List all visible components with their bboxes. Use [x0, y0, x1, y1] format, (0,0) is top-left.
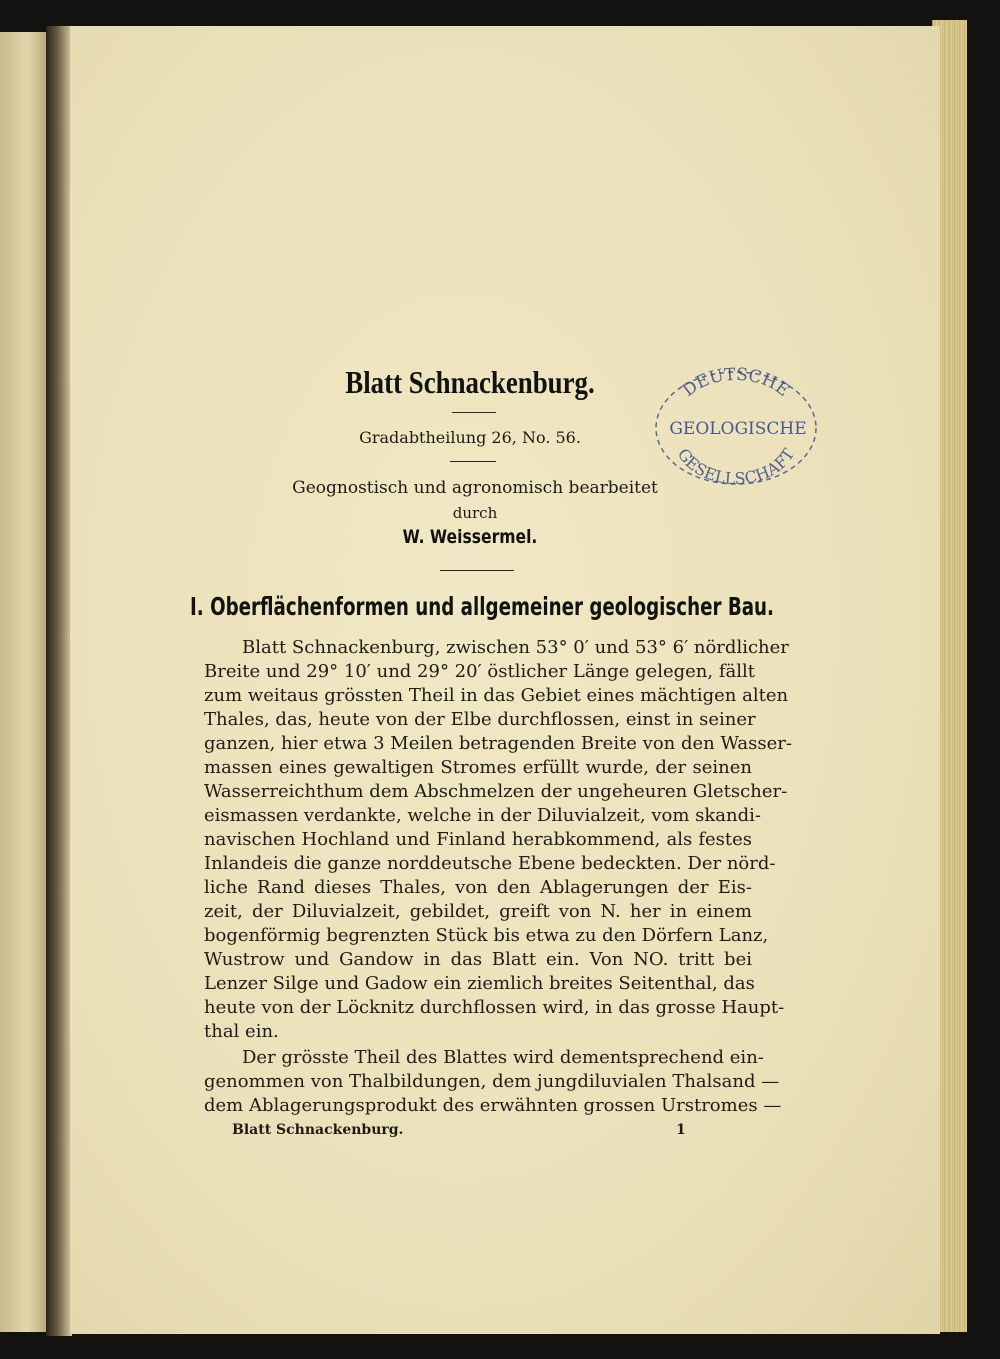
attribution-line: Geognostisch und agronomisch bearbeitet	[292, 478, 658, 498]
page-title: Blatt Schnackenburg.	[345, 364, 595, 400]
attribution-durch: durch	[452, 504, 498, 522]
body-line: thal ein.	[204, 1021, 279, 1042]
body-line: Lenzer Silge und Gadow ein ziemlich breites Seitenthal, das	[204, 973, 755, 994]
body-line: Inlandeis die ganze norddeutsche Ebene bedeckten. Der nörd-	[204, 853, 776, 874]
section-heading: I. Oberflächenformen und allgemeiner geologischer Bau.	[190, 592, 774, 621]
body-line: zum weitaus grössten Theil in das Gebiet eines mächtigen alten	[204, 685, 789, 706]
body-line: Der grösste Theil des Blattes wird dementsprechend ein-	[242, 1047, 764, 1068]
author-name: W. Weissermel.	[402, 526, 538, 548]
subtitle-rule	[450, 461, 496, 462]
body-line: dem Ablagerungsprodukt des erwähnten grossen Urstromes —	[204, 1095, 782, 1116]
stamp-text-bottom: GESELLSCHAFT	[673, 444, 799, 489]
author-rule	[440, 570, 514, 571]
library-stamp	[648, 360, 824, 492]
body-line: genommen von Thalbildungen, dem jungdiluvialen Thalsand —	[204, 1071, 780, 1092]
footer-signature: Blatt Schnackenburg.	[232, 1122, 404, 1138]
page-number: 1	[676, 1122, 686, 1138]
title-rule	[452, 412, 496, 413]
body-line: zeit, der Diluvialzeit, gebildet, greift von N. her in einem	[204, 901, 752, 922]
body-line: eismassen verdankte, welche in der Diluvialzeit, vom skandi-	[204, 805, 761, 826]
body-line: massen eines gewaltigen Stromes erfüllt wurde, der seinen	[204, 757, 752, 778]
body-line: navischen Hochland und Finland herabkommend, als festes	[204, 829, 752, 850]
book-gutter	[46, 26, 72, 1336]
left-page-edge	[0, 32, 46, 1332]
stamp-text-middle: GEOLOGISCHE	[669, 419, 807, 439]
subtitle: Gradabtheilung 26, No. 56.	[359, 428, 581, 447]
body-line: Blatt Schnackenburg, zwischen 53° 0′ und 53° 6′ nördlicher	[242, 637, 789, 658]
body-line: bogenförmig begrenzten Stück bis etwa zu den Dörfern Lanz,	[204, 925, 769, 946]
stamp-text-top: DEUTSCHE	[679, 364, 794, 401]
body-line: ganzen, hier etwa 3 Meilen betragenden Breite von den Wasser-	[204, 733, 792, 754]
body-line: Wustrow und Gandow in das Blatt ein. Von NO. tritt bei	[204, 949, 752, 970]
body-line: Breite und 29° 10′ und 29° 20′ östlicher Länge gelegen, fällt	[204, 661, 755, 682]
body-line: liche Rand dieses Thales, von den Ablagerungen der Eis-	[204, 877, 752, 898]
body-line: Wasserreichthum dem Abschmelzen der ungeheuren Gletscher-	[204, 781, 788, 802]
body-line: Thales, das, heute von der Elbe durchflossen, einst in seiner	[204, 709, 756, 730]
body-line: heute von der Löcknitz durchflossen wird, in das grosse Haupt-	[204, 997, 785, 1018]
